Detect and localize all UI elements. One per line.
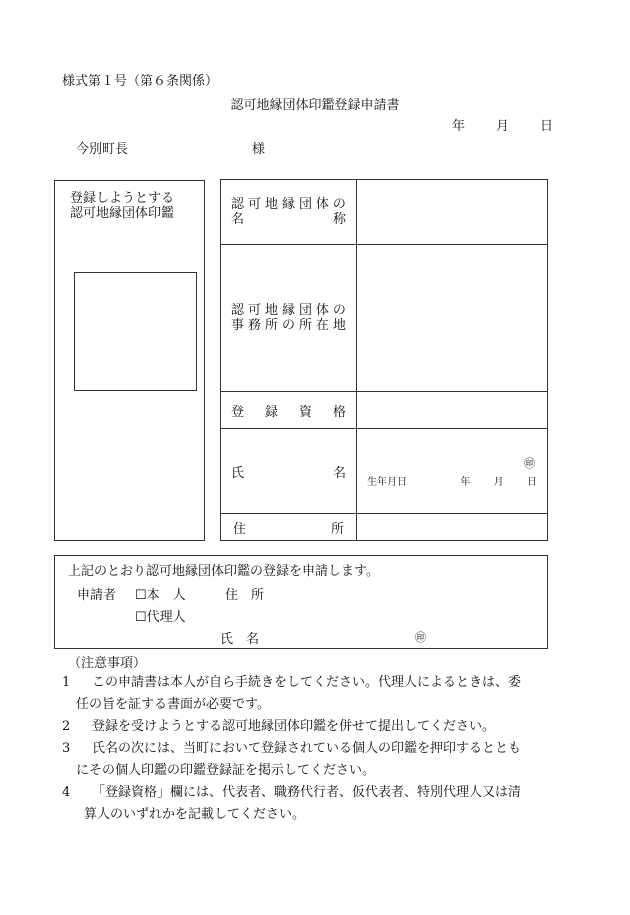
applicant-name-label: 氏 名 bbox=[220, 632, 260, 647]
org-name-field[interactable] bbox=[357, 180, 548, 245]
office-char: 所 bbox=[298, 318, 312, 333]
note-text: この申請書は本人が自ら手続きをしてください。代理人によるときは、委 bbox=[92, 675, 522, 690]
org-name-char: 縁 bbox=[281, 197, 295, 212]
note-item bbox=[62, 738, 562, 782]
form-number: 様式第１号（第６条関係） bbox=[62, 74, 219, 89]
note-number: 3 bbox=[62, 741, 71, 756]
seal-caption bbox=[70, 191, 174, 221]
qualification-char: 録 bbox=[264, 404, 278, 420]
org-name-char: 称 bbox=[332, 212, 346, 227]
office-char: 団 bbox=[298, 303, 312, 318]
office-char: 縁 bbox=[281, 303, 295, 318]
note-item bbox=[62, 782, 562, 826]
org-name-char: 認 bbox=[231, 197, 245, 212]
office-char: 事 bbox=[231, 318, 245, 333]
office-char: 地 bbox=[332, 318, 346, 333]
address-label bbox=[221, 514, 357, 541]
seal-caption-line1: 登録しようとする bbox=[70, 191, 175, 206]
declaration-statement: 上記のとおり認可地縁団体印鑑の登録を申請します。 bbox=[68, 564, 379, 579]
declaration-box bbox=[54, 555, 548, 649]
org-name-char: の bbox=[332, 197, 346, 212]
note-text: 「登録資格」欄には、代表者、職務代行者、仮代表者、特別代理人又は清 bbox=[92, 785, 522, 800]
note-number: 4 bbox=[62, 785, 71, 800]
org-name-label bbox=[221, 180, 357, 245]
address-char: 所 bbox=[330, 521, 344, 537]
applicant-label: 申請者 bbox=[77, 588, 117, 603]
qualification-field[interactable] bbox=[357, 392, 548, 429]
name-field[interactable] bbox=[357, 429, 548, 514]
addressee-honorific: 様 bbox=[252, 142, 266, 157]
seal-caption-line2: 認可地縁団体印鑑 bbox=[70, 206, 175, 221]
qualification-char: 登 bbox=[231, 404, 245, 420]
address-char: 住 bbox=[233, 521, 247, 537]
name-seal-mark: ㊞ bbox=[524, 456, 535, 470]
date-of-birth-row bbox=[357, 473, 547, 488]
qualification-char: 資 bbox=[298, 404, 312, 420]
notes-title: （注意事項） bbox=[68, 656, 147, 671]
org-name-char: 地 bbox=[264, 197, 278, 212]
qualification-char: 格 bbox=[332, 404, 346, 420]
office-char: 可 bbox=[247, 303, 261, 318]
office-char: の bbox=[281, 318, 295, 333]
office-location-label bbox=[221, 245, 357, 392]
org-name-char: 団 bbox=[298, 197, 312, 212]
registration-table bbox=[220, 179, 548, 541]
applicant-address-label: 住 所 bbox=[225, 588, 265, 603]
office-location-field[interactable] bbox=[357, 245, 548, 392]
note-text-continued: 算人のいずれかを記載してください。 bbox=[84, 807, 306, 822]
option-agent-checkbox[interactable]: ☐代理人 bbox=[135, 610, 186, 625]
addressee: 今別町長 bbox=[76, 142, 129, 157]
seal-panel bbox=[54, 180, 205, 541]
note-number: 2 bbox=[62, 719, 71, 734]
org-name-char: 体 bbox=[315, 197, 329, 212]
dob-label: 生年月日 bbox=[367, 476, 407, 488]
name-char: 名 bbox=[332, 465, 346, 481]
note-text: 氏名の次には、当町において登録されている個人の印鑑を押印するととも bbox=[92, 741, 522, 756]
date-day-label: 日 bbox=[540, 119, 554, 134]
dob-month: 月 bbox=[493, 476, 504, 488]
qualification-label bbox=[221, 392, 357, 429]
org-name-char: 可 bbox=[247, 197, 261, 212]
date-year-label: 年 bbox=[452, 119, 466, 134]
note-text: 登録を受けようとする認可地縁団体印鑑を併せて提出してください。 bbox=[92, 719, 496, 734]
option-self-checkbox[interactable]: ☐本 人 bbox=[135, 588, 186, 603]
note-item bbox=[62, 716, 562, 738]
applicant-seal-mark: ㊞ bbox=[415, 631, 426, 644]
org-name-char: 名 bbox=[231, 212, 245, 227]
office-char: の bbox=[332, 303, 346, 318]
note-item bbox=[62, 672, 562, 716]
office-char: 在 bbox=[315, 318, 329, 333]
dob-year: 年 bbox=[460, 476, 471, 488]
name-label bbox=[221, 429, 357, 514]
dob-day: 日 bbox=[526, 476, 537, 488]
note-text-continued: 任の旨を証する書面が必要です。 bbox=[76, 697, 270, 712]
office-char: 体 bbox=[315, 303, 329, 318]
address-field[interactable] bbox=[357, 514, 548, 541]
name-char: 氏 bbox=[231, 465, 245, 481]
office-char: 務 bbox=[247, 318, 261, 333]
date-month-label: 月 bbox=[496, 119, 510, 134]
office-char: 所 bbox=[264, 318, 278, 333]
note-number: 1 bbox=[62, 675, 71, 690]
document-title: 認可地縁団体印鑑登録申請書 bbox=[230, 98, 400, 113]
seal-impression-box[interactable] bbox=[74, 272, 197, 391]
office-char: 地 bbox=[264, 303, 278, 318]
note-text-continued: にその個人印鑑の印鑑登録証を掲示してください。 bbox=[76, 763, 376, 778]
office-char: 認 bbox=[231, 303, 245, 318]
